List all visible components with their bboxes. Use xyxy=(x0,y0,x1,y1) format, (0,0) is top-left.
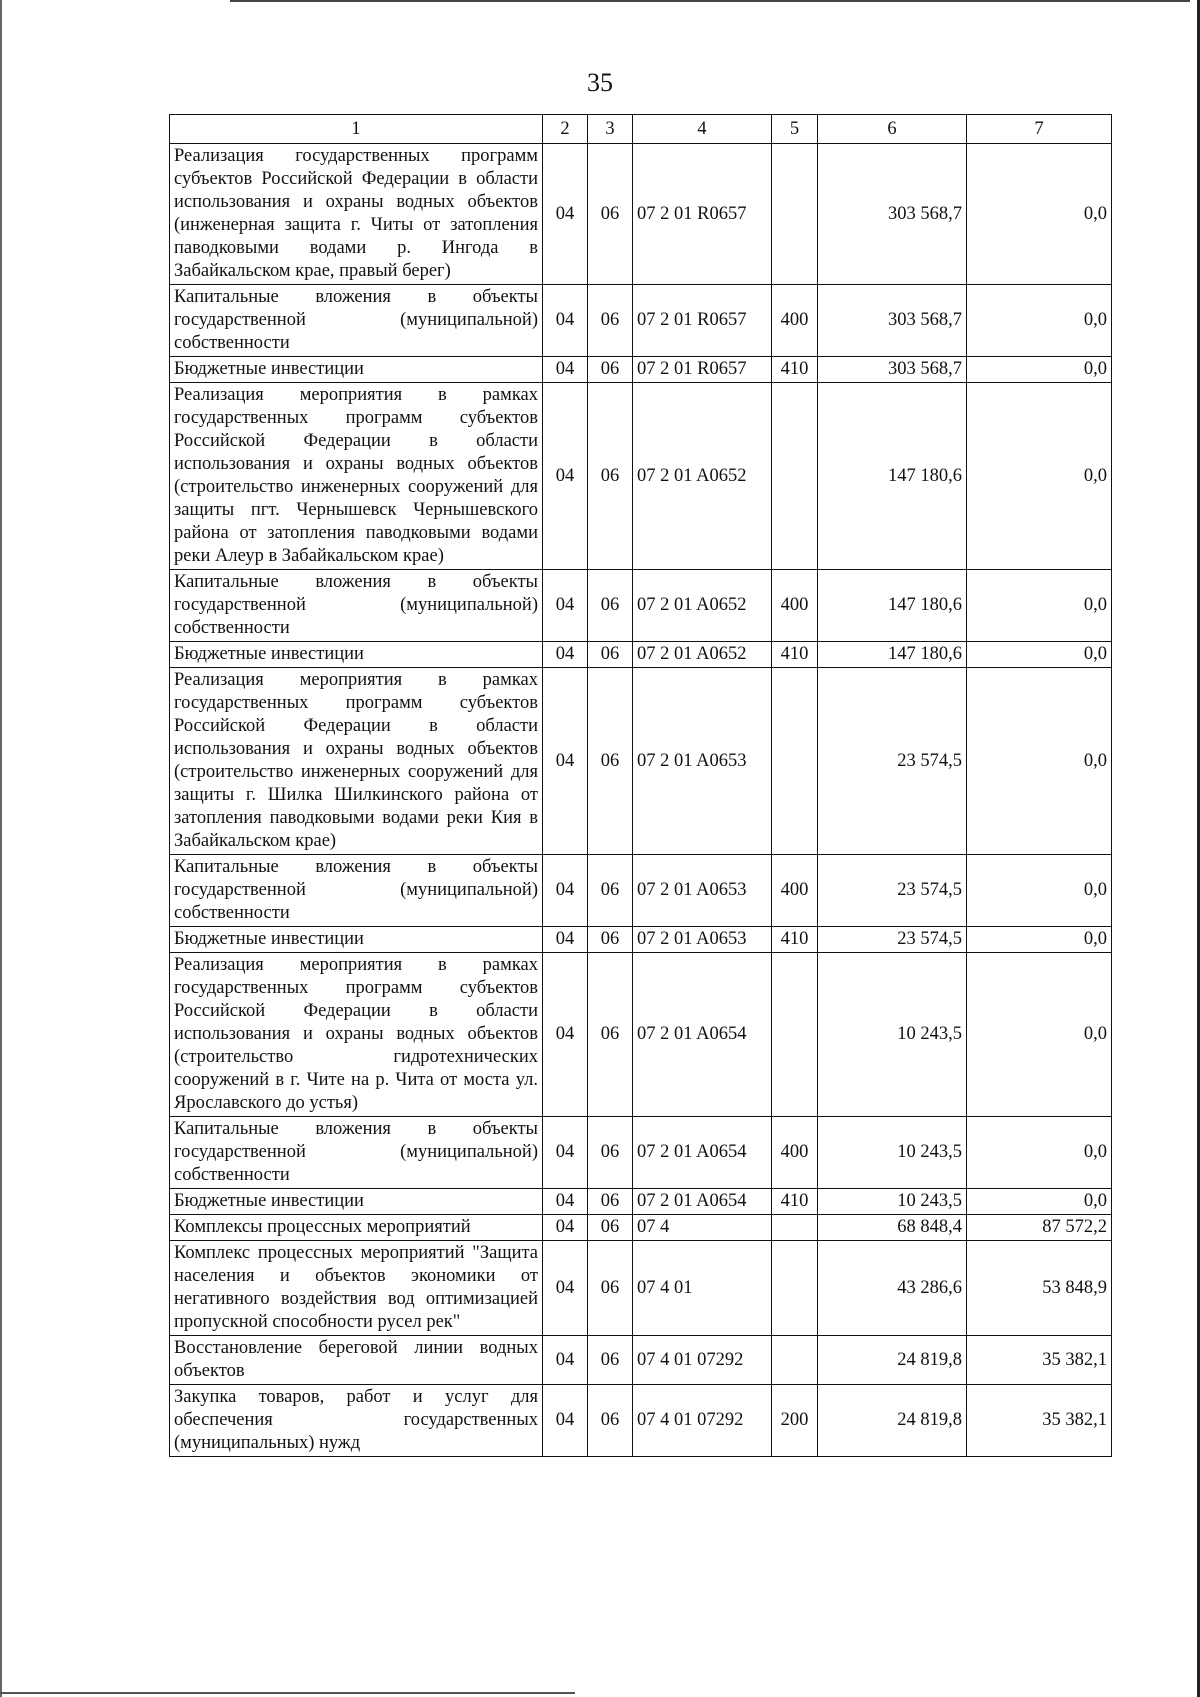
row-subsection: 06 xyxy=(588,570,633,642)
header-cell: 2 xyxy=(543,115,588,144)
row-subsection: 06 xyxy=(588,383,633,570)
row-target-code: 07 4 01 07292 xyxy=(633,1336,772,1385)
row-name: Реализация мероприятия в рамках государственных программ субъектов Российской Федерации в области использования и охраны водных объектов (строительство гидротехнических сооружений в г. Чите на р. Чита от моста ул. Ярославского до устья) xyxy=(170,953,543,1117)
row-expense-type xyxy=(772,1215,818,1241)
row-amount-6: 303 568,7 xyxy=(818,144,967,285)
row-section: 04 xyxy=(543,1385,588,1457)
row-name: Бюджетные инвестиции xyxy=(170,927,543,953)
table-row xyxy=(170,1241,1112,1336)
row-target-code: 07 2 01 R0657 xyxy=(633,357,772,383)
row-section: 04 xyxy=(543,1189,588,1215)
table-row xyxy=(170,1117,1112,1189)
row-subsection: 06 xyxy=(588,642,633,668)
row-section: 04 xyxy=(543,668,588,855)
row-amount-6: 147 180,6 xyxy=(818,570,967,642)
row-section: 04 xyxy=(543,1241,588,1336)
table-row xyxy=(170,1215,1112,1241)
row-section: 04 xyxy=(543,1117,588,1189)
table-row xyxy=(170,927,1112,953)
row-amount-7: 0,0 xyxy=(967,927,1112,953)
table-row xyxy=(170,668,1112,855)
table-row xyxy=(170,383,1112,570)
row-section: 04 xyxy=(543,570,588,642)
table-row xyxy=(170,357,1112,383)
table-row xyxy=(170,855,1112,927)
row-amount-7: 0,0 xyxy=(967,1117,1112,1189)
page-number: 35 xyxy=(587,68,613,97)
row-target-code: 07 2 01 A0653 xyxy=(633,855,772,927)
row-subsection: 06 xyxy=(588,144,633,285)
row-amount-7: 87 572,2 xyxy=(967,1215,1112,1241)
row-amount-6: 303 568,7 xyxy=(818,357,967,383)
table-row xyxy=(170,570,1112,642)
table-row xyxy=(170,144,1112,285)
row-amount-7: 53 848,9 xyxy=(967,1241,1112,1336)
row-name: Капитальные вложения в объекты государственной (муниципальной) собственности xyxy=(170,1117,543,1189)
row-amount-6: 147 180,6 xyxy=(818,383,967,570)
row-amount-6: 23 574,5 xyxy=(818,855,967,927)
row-amount-6: 24 819,8 xyxy=(818,1336,967,1385)
row-expense-type: 200 xyxy=(772,1385,818,1457)
row-expense-type: 410 xyxy=(772,357,818,383)
row-section: 04 xyxy=(543,855,588,927)
row-subsection: 06 xyxy=(588,927,633,953)
row-amount-6: 10 243,5 xyxy=(818,953,967,1117)
row-subsection: 06 xyxy=(588,1189,633,1215)
row-name: Реализация мероприятия в рамках государственных программ субъектов Российской Федерации в области использования и охраны водных объектов (строительство инженерных сооружений для защиты г. Шилка Шилкинского района от затопления паводковыми водами реки Кия в Забайкальском крае) xyxy=(170,668,543,855)
row-name: Бюджетные инвестиции xyxy=(170,1189,543,1215)
row-amount-6: 68 848,4 xyxy=(818,1215,967,1241)
budget-table xyxy=(169,114,1112,1457)
table-row xyxy=(170,642,1112,668)
row-amount-7: 35 382,1 xyxy=(967,1385,1112,1457)
row-target-code: 07 2 01 A0652 xyxy=(633,383,772,570)
row-amount-7: 0,0 xyxy=(967,383,1112,570)
row-subsection: 06 xyxy=(588,1241,633,1336)
row-amount-6: 23 574,5 xyxy=(818,927,967,953)
row-target-code: 07 4 01 07292 xyxy=(633,1385,772,1457)
scan-edge-left xyxy=(0,0,2,1697)
row-amount-6: 43 286,6 xyxy=(818,1241,967,1336)
row-section: 04 xyxy=(543,1336,588,1385)
row-subsection: 06 xyxy=(588,668,633,855)
row-amount-7: 0,0 xyxy=(967,1189,1112,1215)
table-row xyxy=(170,953,1112,1117)
header-cell: 1 xyxy=(170,115,543,144)
row-target-code: 07 2 01 A0654 xyxy=(633,1189,772,1215)
row-section: 04 xyxy=(543,357,588,383)
row-expense-type: 400 xyxy=(772,285,818,357)
table-header-row xyxy=(170,115,1112,144)
row-section: 04 xyxy=(543,927,588,953)
row-name: Реализация государственных программ субъектов Российской Федерации в области использования и охраны водных объектов (инженерная защита г. Читы от затопления паводковыми водами р. Ингода в Забайкальском крае, правый берег) xyxy=(170,144,543,285)
row-name: Восстановление береговой линии водных объектов xyxy=(170,1336,543,1385)
row-expense-type xyxy=(772,1336,818,1385)
row-name: Реализация мероприятия в рамках государственных программ субъектов Российской Федерации в области использования и охраны водных объектов (строительство инженерных сооружений для защиты пгт. Чернышевск Чернышевского района от затопления паводковыми водами реки Алеур в Забайкальском крае) xyxy=(170,383,543,570)
row-section: 04 xyxy=(543,642,588,668)
row-subsection: 06 xyxy=(588,357,633,383)
row-target-code: 07 2 01 A0654 xyxy=(633,1117,772,1189)
row-target-code: 07 2 01 A0653 xyxy=(633,927,772,953)
row-expense-type: 410 xyxy=(772,927,818,953)
row-amount-7: 0,0 xyxy=(967,953,1112,1117)
row-subsection: 06 xyxy=(588,1385,633,1457)
row-section: 04 xyxy=(543,953,588,1117)
row-target-code: 07 4 xyxy=(633,1215,772,1241)
row-name: Комплексы процессных мероприятий xyxy=(170,1215,543,1241)
row-expense-type: 400 xyxy=(772,855,818,927)
row-expense-type xyxy=(772,668,818,855)
row-expense-type: 400 xyxy=(772,570,818,642)
row-name: Бюджетные инвестиции xyxy=(170,357,543,383)
row-section: 04 xyxy=(543,1215,588,1241)
header-cell: 4 xyxy=(633,115,772,144)
row-amount-7: 0,0 xyxy=(967,570,1112,642)
table-row xyxy=(170,1385,1112,1457)
row-amount-6: 10 243,5 xyxy=(818,1189,967,1215)
scan-edge-bottom xyxy=(0,1692,575,1694)
row-name: Закупка товаров, работ и услуг для обеспечения государственных (муниципальных) нужд xyxy=(170,1385,543,1457)
table-row xyxy=(170,1189,1112,1215)
row-target-code: 07 4 01 xyxy=(633,1241,772,1336)
row-expense-type xyxy=(772,953,818,1117)
table-row xyxy=(170,1336,1112,1385)
row-amount-6: 303 568,7 xyxy=(818,285,967,357)
row-amount-7: 0,0 xyxy=(967,357,1112,383)
row-subsection: 06 xyxy=(588,855,633,927)
row-subsection: 06 xyxy=(588,285,633,357)
row-expense-type xyxy=(772,144,818,285)
row-target-code: 07 2 01 R0657 xyxy=(633,144,772,285)
row-subsection: 06 xyxy=(588,1117,633,1189)
header-cell: 6 xyxy=(818,115,967,144)
header-cell: 7 xyxy=(967,115,1112,144)
row-expense-type xyxy=(772,1241,818,1336)
row-name: Комплекс процессных мероприятий "Защита населения и объектов экономики от негативного воздействия вод оптимизацией пропускной способности русел рек" xyxy=(170,1241,543,1336)
scan-edge-top xyxy=(230,0,1190,2)
row-section: 04 xyxy=(543,144,588,285)
row-amount-7: 0,0 xyxy=(967,855,1112,927)
row-amount-7: 35 382,1 xyxy=(967,1336,1112,1385)
row-amount-6: 24 819,8 xyxy=(818,1385,967,1457)
row-amount-6: 147 180,6 xyxy=(818,642,967,668)
row-name: Капитальные вложения в объекты государственной (муниципальной) собственности xyxy=(170,570,543,642)
header-cell: 5 xyxy=(772,115,818,144)
row-expense-type: 400 xyxy=(772,1117,818,1189)
row-section: 04 xyxy=(543,285,588,357)
row-amount-7: 0,0 xyxy=(967,285,1112,357)
row-amount-6: 23 574,5 xyxy=(818,668,967,855)
row-subsection: 06 xyxy=(588,953,633,1117)
row-expense-type: 410 xyxy=(772,642,818,668)
row-name: Капитальные вложения в объекты государственной (муниципальной) собственности xyxy=(170,285,543,357)
row-amount-6: 10 243,5 xyxy=(818,1117,967,1189)
row-expense-type xyxy=(772,383,818,570)
row-section: 04 xyxy=(543,383,588,570)
row-target-code: 07 2 01 A0653 xyxy=(633,668,772,855)
row-name: Капитальные вложения в объекты государственной (муниципальной) собственности xyxy=(170,855,543,927)
row-amount-7: 0,0 xyxy=(967,668,1112,855)
row-name: Бюджетные инвестиции xyxy=(170,642,543,668)
row-target-code: 07 2 01 A0654 xyxy=(633,953,772,1117)
row-expense-type: 410 xyxy=(772,1189,818,1215)
row-subsection: 06 xyxy=(588,1336,633,1385)
row-amount-7: 0,0 xyxy=(967,144,1112,285)
row-target-code: 07 2 01 A0652 xyxy=(633,570,772,642)
table-row xyxy=(170,285,1112,357)
row-subsection: 06 xyxy=(588,1215,633,1241)
row-target-code: 07 2 01 R0657 xyxy=(633,285,772,357)
row-target-code: 07 2 01 A0652 xyxy=(633,642,772,668)
header-cell: 3 xyxy=(588,115,633,144)
row-amount-7: 0,0 xyxy=(967,642,1112,668)
